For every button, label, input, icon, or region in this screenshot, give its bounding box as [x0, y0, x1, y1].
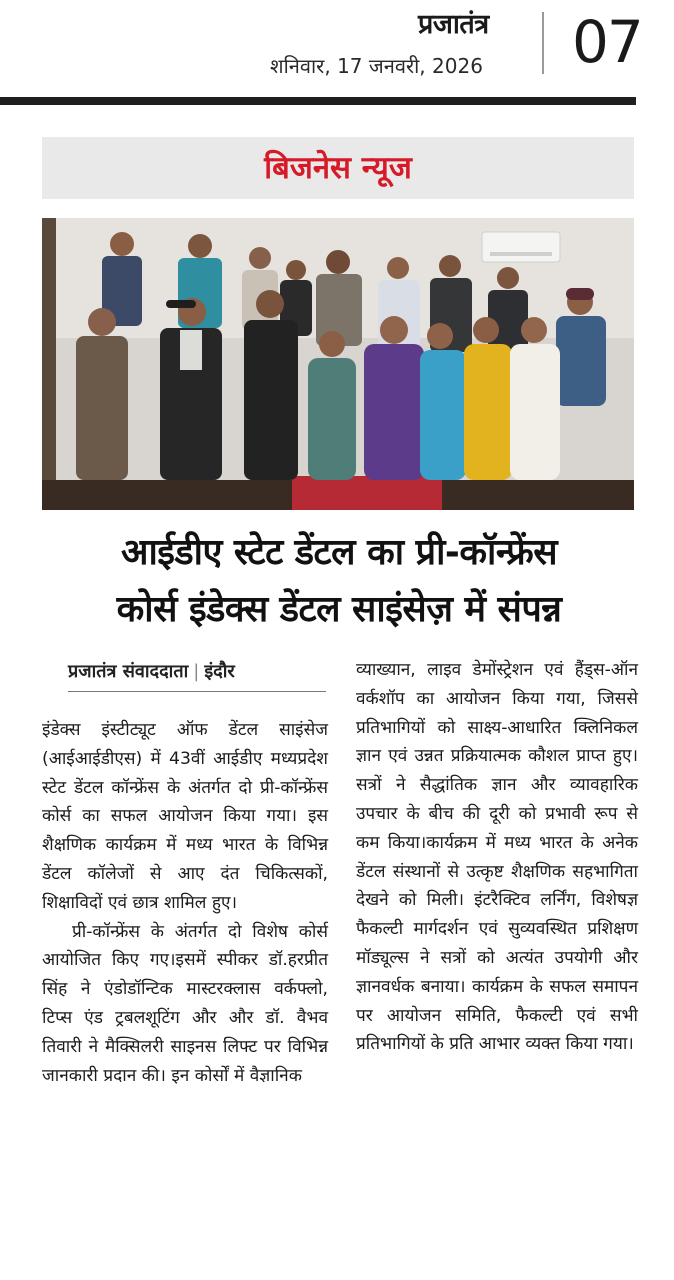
byline-rule: [68, 691, 326, 692]
section-band: [42, 137, 634, 199]
group-photo: [42, 218, 634, 510]
newspaper-brand: प्रजातंत्र: [418, 9, 489, 40]
page-number: 07: [572, 8, 642, 76]
section-title: बिजनेस न्यूज: [264, 150, 412, 186]
article-headline: [40, 524, 638, 638]
paragraph-1: इंडेक्स इंस्टीट्यूट ऑफ डेंटल साइंसेज (आईआईडीएस) में 43वीं आईडीए मध्यप्रदेश स्टेट डेंटल कॉन्फ्रेंस के अंतर्गत दो प्री-कॉन्फ्रेंस कोर्स का सफल आयोजन किया गया। इस शैक्षणिक कार्यक्रम में मध्य भारत के विभिन्न डेंटल कॉलेजों से आए दंत चिकित्सकों, शिक्षाविदों एवं छात्र शामिल हुए।: [42, 720, 328, 913]
byline-author: प्रजातंत्र संवाददाता: [68, 661, 189, 682]
article-column-1: [42, 716, 328, 1090]
byline-separator: |: [193, 661, 200, 682]
headline-line-1: आईडीए स्टेट डेंटल का प्री-कॉन्फ्रेंस: [120, 532, 558, 573]
masthead: [0, 0, 674, 100]
top-rule: [0, 97, 636, 105]
byline-city: इंदौर: [204, 661, 235, 682]
publication-date: शनिवार, 17 जनवरी, 2026: [270, 54, 483, 78]
paragraph-continued: व्याख्यान, लाइव डेमोंस्ट्रेशन एवं हैंड्स-ऑन वर्कशॉप का आयोजन किया गया, जिससे प्रतिभागियों को साक्ष्य-आधारित क्लिनिकल ज्ञान एवं उन्नत प्रक्रियात्मक कौशल प्राप्त हुए। सत्रों ने सैद्धांतिक ज्ञान और व्यावहारिक उपचार के बीच की दूरी को प्रभावी रूप से कम किया।कार्यक्रम में मध्य भारत के अनेक डेंटल संस्थानों से उत्कृष्ट शैक्षणिक सहभागिता देखने को मिली। इंटरैक्टिव लर्निंग, विशेषज्ञ फैकल्टी मार्गदर्शन एवं सुव्यवस्थित प्रशिक्षण मॉड्यूल्स ने सत्रों को अत्यंत उपयोगी और ज्ञानवर्धक बनाया। कार्यक्रम के सफल समापन पर आयोजन समिति, फैकल्टी एवं सभी प्रतिभागियों के प्रति आभार व्यक्त किया गया।: [356, 660, 638, 1055]
headline-line-2: कोर्स इंडेक्स डेंटल साइंसेज़ में संपन्न: [116, 589, 562, 630]
paragraph-2: प्री-कॉन्फ्रेंस के अंतर्गत दो विशेष कोर्स आयोजित किए गए।इसमें स्पीकर डॉ.हरप्रीत सिंह ने एंडोडॉन्टिक मास्टरक्लास वर्कफ्लो, टिप्स एंड ट्रबलशूटिंग और और डॉ. वैभव तिवारी ने मैक्सिलरी साइनस लिफ्ट पर विभिन्न जानकारी प्रदान की। इन कोर्सों में वैज्ञानिक: [42, 921, 328, 1086]
byline: [68, 659, 235, 683]
masthead-divider: [542, 12, 544, 74]
article-column-2: [356, 656, 638, 1059]
